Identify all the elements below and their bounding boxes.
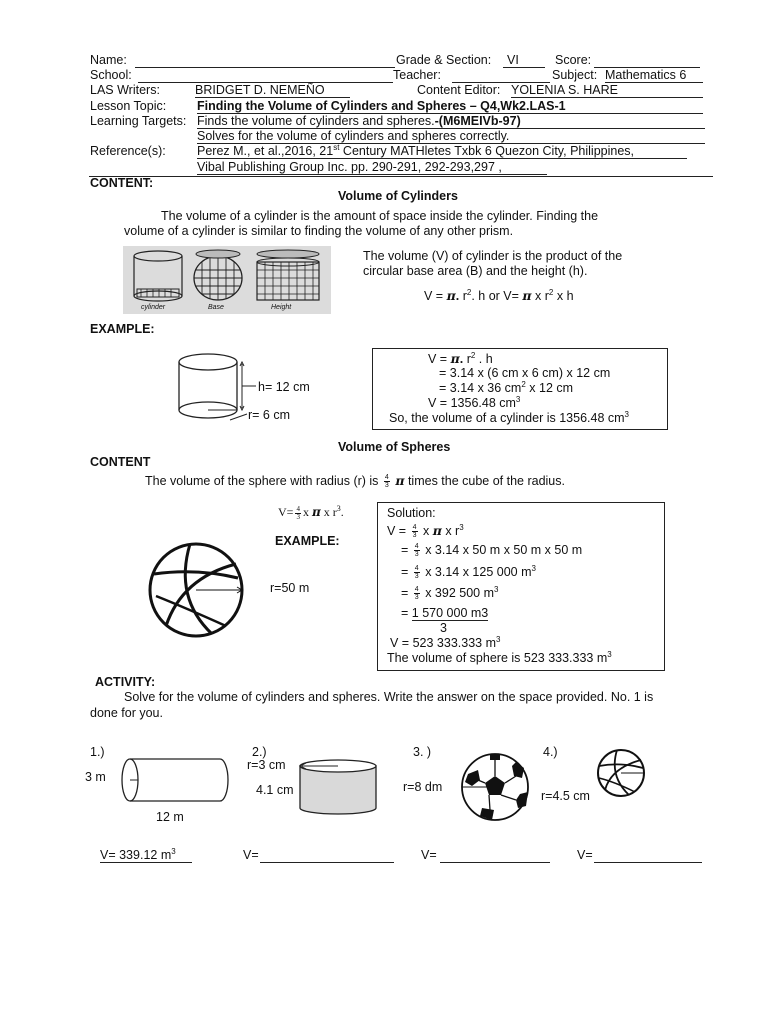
cyl-def-1: The volume (V) of cylinder is the product of the bbox=[363, 249, 623, 263]
cyl-solution-box bbox=[372, 348, 668, 430]
cyl-formula: V = π. $r^2$. h or V= π x $r^2$ x h bbox=[424, 287, 574, 303]
item-3-answer-blank[interactable] bbox=[440, 862, 550, 863]
activity-instr-1: Solve for the volume of cylinders and spheres. Write the answer on the space provided. No. 1 is bbox=[124, 690, 654, 704]
example-cylinder-drawing bbox=[172, 350, 252, 430]
sphere-sol-line-3: = $\frac{4}{3}$ x 3.14 x 125 000 $m^3$ bbox=[401, 563, 536, 581]
cyl-sol-line-1: V = π. $r^2$ . h bbox=[428, 350, 493, 366]
editor-value: YOLENIA S. HARE bbox=[511, 83, 703, 98]
topic-label: Lesson Topic: bbox=[90, 99, 167, 113]
item-2-height-label: 4.1 cm bbox=[256, 783, 294, 797]
img-label-height: Height bbox=[271, 304, 292, 311]
sphere-sol-line-7: The volume of sphere is 523 333.333 $m^3$ bbox=[387, 649, 612, 665]
sphere-sol-line-5: = 1 570 000 m3 bbox=[401, 606, 489, 620]
subject-label: Subject: bbox=[552, 68, 598, 82]
sphere-example-label: EXAMPLE: bbox=[275, 534, 340, 548]
grade-label: Grade & Section: bbox=[396, 53, 492, 67]
target-1: Finds the volume of cylinders and spheres.-(M6MEIVb-97) bbox=[197, 114, 705, 129]
sphere-intro: The volume of the sphere with radius (r) is $\frac{4}{3}$ π times the cube of the radius. bbox=[145, 473, 565, 490]
item-2-answer-label: V= bbox=[243, 848, 259, 862]
item-3-answer-label: V= bbox=[421, 848, 437, 862]
writers-label: LAS Writers: bbox=[90, 83, 160, 97]
cyl-intro-1: The volume of a cylinder is the amount of space inside the cylinder. Finding the bbox=[161, 209, 599, 223]
four-thirds-fraction: $\frac{4}{3}$ bbox=[384, 474, 389, 490]
activity-instr-2: done for you. bbox=[90, 706, 163, 720]
basketball-drawing bbox=[146, 538, 256, 648]
cyl-sol-line-3: = 3.14 x 36 $cm^2$ x 12 cm bbox=[439, 379, 574, 395]
sphere-sol-line-2: = $\frac{4}{3}$ x 3.14 x 50 m x 50 m x 50 m bbox=[401, 543, 583, 559]
sphere-sol-line-6: V = 523 333.333 $m^3$ bbox=[390, 634, 501, 650]
cylinder-decomposition-image bbox=[123, 246, 331, 314]
header-divider bbox=[89, 176, 713, 177]
item-2-cylinder-drawing bbox=[296, 758, 380, 818]
item-4-radius-label: r=4.5 cm bbox=[541, 789, 590, 803]
ref-line-2: Vibal Publishing Group Inc. pp. 290-291, 292-293,297 , bbox=[197, 160, 547, 175]
item-2-number: 2.) bbox=[252, 745, 267, 759]
cyl-intro-2: volume of a cylinder is similar to finding the volume of any other prism. bbox=[124, 224, 514, 238]
item-2-radius-label: r=3 cm bbox=[247, 758, 286, 772]
cyl-example-label: EXAMPLE: bbox=[90, 322, 155, 336]
item-4-basketball-drawing bbox=[593, 748, 653, 800]
cyl-def-2: circular base area (B) and the height (h). bbox=[363, 264, 588, 278]
ref-line-1: Perez M., et al.,2016, 21st Century MATHletes Txbk 6 Quezon City, Philippines, bbox=[197, 144, 687, 159]
sphere-solution-box bbox=[377, 502, 665, 671]
item-2-answer-blank[interactable] bbox=[260, 862, 394, 863]
item-3-soccer-ball-drawing bbox=[460, 752, 532, 824]
target-2: Solves for the volume of cylinders and spheres correctly. bbox=[197, 129, 705, 144]
writers-value: BRIDGET D. NEMEÑO bbox=[195, 83, 350, 98]
img-label-base: Base bbox=[208, 304, 224, 311]
item-1-answer: V= 339.12 $m^3$ bbox=[100, 848, 192, 863]
cyl-sol-line-4: V = 1356.48 $cm^3$ bbox=[428, 394, 521, 410]
targets-label: Learning Targets: bbox=[90, 114, 187, 128]
sphere-formula: V= $\frac{4}{3}$ x π x $r^3$. bbox=[278, 504, 344, 521]
sphere-sol-title: Solution: bbox=[387, 506, 436, 520]
item-3-number: 3. ) bbox=[413, 745, 432, 759]
sphere-radius-label: r=50 m bbox=[270, 581, 310, 595]
item-1-number: 1.) bbox=[90, 745, 105, 759]
school-label: School: bbox=[90, 68, 132, 82]
item-4-answer-label: V= bbox=[577, 848, 593, 862]
item-4-answer-blank[interactable] bbox=[594, 862, 702, 863]
editor-label: Content Editor: bbox=[417, 83, 501, 97]
item-4-number: 4.) bbox=[543, 745, 558, 759]
item-1-height-label: 3 m bbox=[85, 770, 106, 784]
activity-label: ACTIVITY: bbox=[95, 675, 156, 689]
cyl-radius-label: r= 6 cm bbox=[248, 408, 291, 422]
topic-value: Finding the Volume of Cylinders and Spheres – Q4,Wk2.LAS-1 bbox=[197, 99, 703, 114]
cyl-sol-line-2: = 3.14 x (6 cm x 6 cm) x 12 cm bbox=[439, 366, 611, 380]
sphere-sol-line-1: V = $\frac{4}{3}$ x π x $r^3$ bbox=[387, 522, 464, 540]
teacher-label: Teacher: bbox=[393, 68, 441, 82]
content-label: CONTENT: bbox=[90, 176, 154, 190]
item-1-length-label: 12 m bbox=[156, 810, 184, 824]
grade-value: VI bbox=[503, 53, 545, 68]
spheres-content-label: CONTENT bbox=[90, 455, 151, 469]
name-blank[interactable] bbox=[135, 67, 395, 68]
score-label: Score: bbox=[555, 53, 592, 67]
sphere-sol-line-4: = $\frac{4}{3}$ x 392 500 $m^3$ bbox=[401, 584, 499, 602]
item-3-radius-label: r=8 dm bbox=[403, 780, 443, 794]
sphere-sol-line-5-den: 3 bbox=[440, 621, 447, 635]
cylinders-title: Volume of Cylinders bbox=[338, 189, 458, 203]
img-label-cylinder: cylinder bbox=[141, 304, 166, 311]
ref-label: Reference(s): bbox=[90, 144, 166, 158]
cyl-sol-line-5: So, the volume of a cylinder is 1356.48 $cm^3$ bbox=[389, 409, 629, 425]
cyl-height-label: h= 12 cm bbox=[258, 380, 310, 394]
name-label: Name: bbox=[90, 53, 127, 67]
subject-value: Mathematics 6 bbox=[605, 68, 703, 83]
spheres-title: Volume of Spheres bbox=[338, 440, 451, 454]
item-1-cylinder-drawing bbox=[120, 757, 230, 807]
